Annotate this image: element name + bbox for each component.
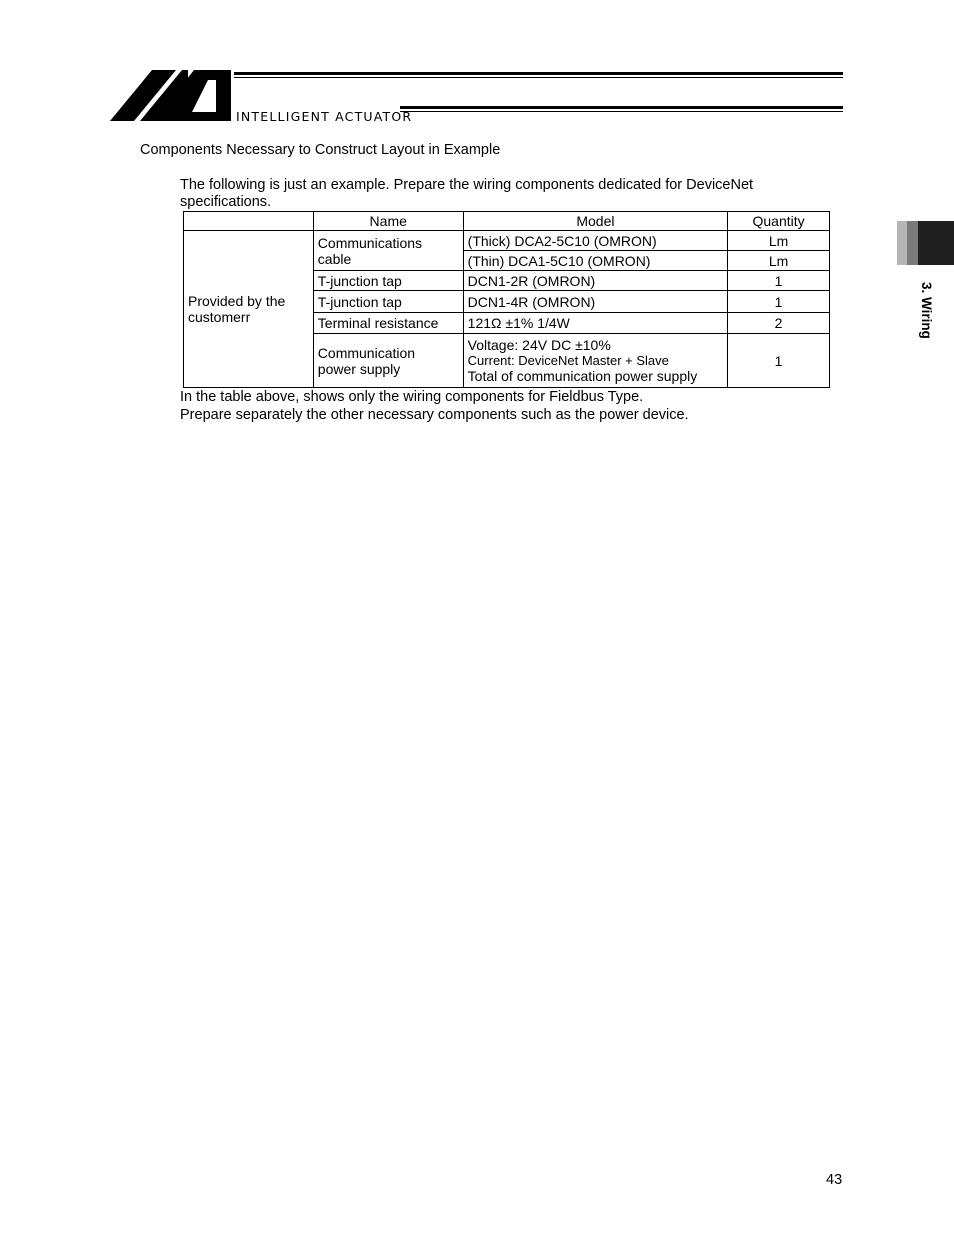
name-cell: T-junction tap [313,291,463,313]
model-cell: (Thin) DCA1-5C10 (OMRON) [463,251,727,271]
model-cell: (Thick) DCA2-5C10 (OMRON) [463,231,727,251]
header-rule [234,72,843,75]
name-cell: Communications cable [313,231,463,271]
name-cell: Communication power supply [313,334,463,388]
header-cell [184,212,314,231]
table-header-row [184,212,830,231]
quantity-cell: 2 [728,313,830,334]
quantity-cell: 1 [728,291,830,313]
intro-paragraph [180,177,830,211]
chapter-tab-stripe [897,221,907,265]
model-cell: Voltage: 24V DC ±10% Current: DeviceNet Master + Slave Total of communication power supply [463,334,727,388]
quantity-cell: 1 [728,271,830,291]
header-rule [400,106,843,109]
chapter-tab-stripe [907,221,918,265]
components-table [183,211,830,388]
model-cell: DCN1-2R (OMRON) [463,271,727,291]
chapter-tab [918,221,954,265]
header-cell: Model [463,212,727,231]
header-rule [400,111,843,112]
header-rule [234,77,843,78]
table-row [184,231,830,251]
page-number: 43 [826,1172,843,1188]
name-cell: T-junction tap [313,271,463,291]
brand-name: INTELLIGENT ACTUATOR [236,109,413,124]
quantity-cell: Lm [728,231,830,251]
model-cell: DCN1-4R (OMRON) [463,291,727,313]
header-cell: Name [313,212,463,231]
model-cell: 121Ω ±1% 1/4W [463,313,727,334]
header-cell: Quantity [728,212,830,231]
note-line: Prepare separately the other necessary components such as the power device. [180,407,689,423]
section-heading: Components Necessary to Construct Layout in Example [140,142,501,158]
note-line: In the table above, shows only the wiring components for Fieldbus Type. [180,389,644,405]
name-cell: Terminal resistance [313,313,463,334]
iai-logo-icon [110,68,234,122]
intro-line: The following is just an example. Prepare the wiring components dedicated for DeviceNet [180,177,754,193]
provided-by-cell: Provided by the customerr [184,231,314,388]
intro-line: specifications. [180,194,272,210]
quantity-cell: 1 [728,334,830,388]
quantity-cell: Lm [728,251,830,271]
chapter-label: 3. Wiring [919,282,934,339]
